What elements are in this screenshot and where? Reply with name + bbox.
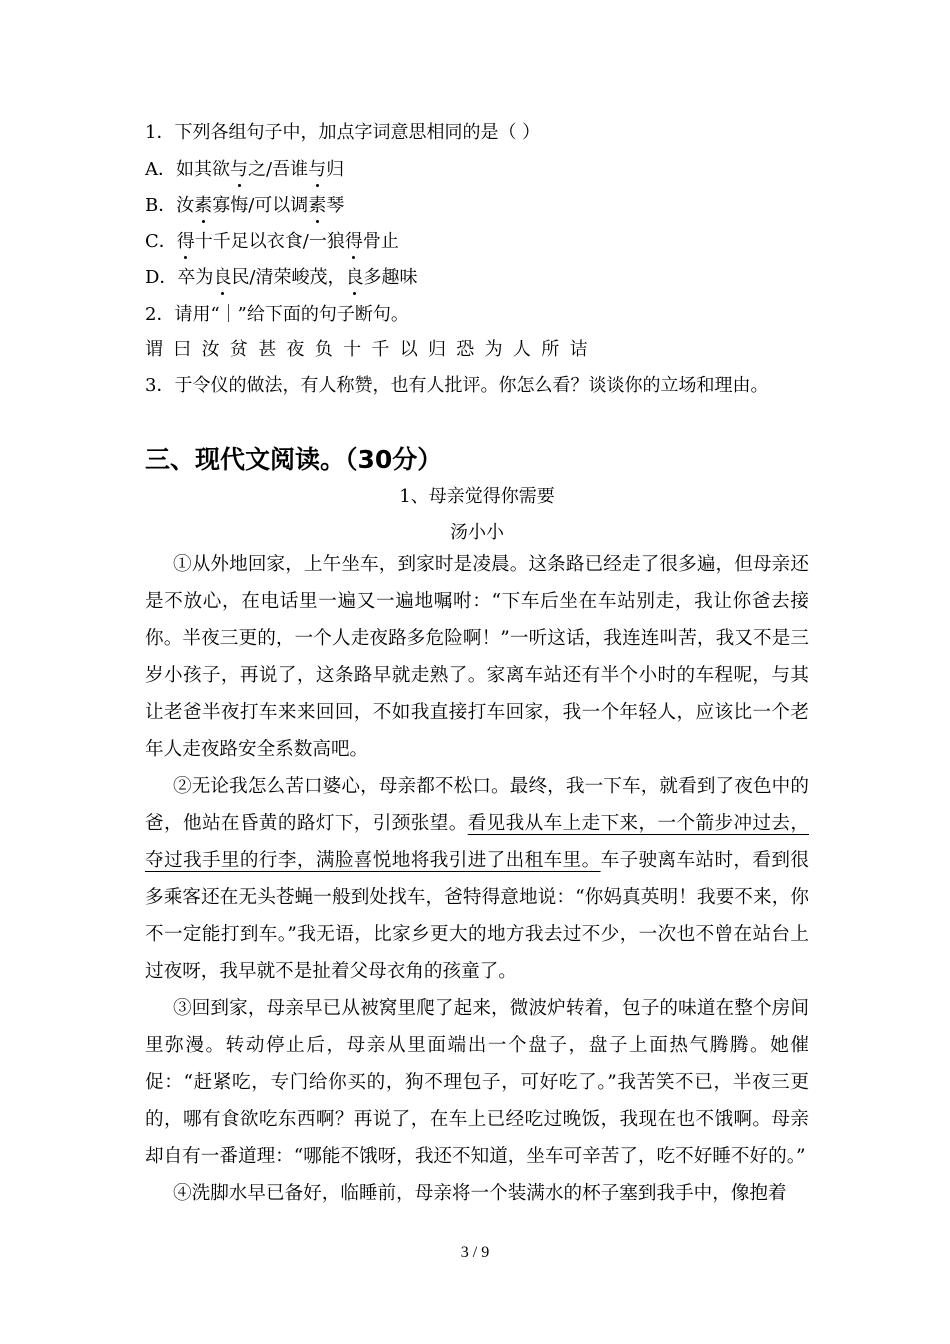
- question-3: 3．于令仪的做法，有人称赞，也有人批评。你怎么看？谈谈你的立场和理由。: [145, 375, 769, 396]
- question-1: 1．下列各组句子中，加点字词意思相同的是（ ）: [145, 122, 541, 143]
- option-b: [145, 194, 344, 218]
- article-paragraph-2: [145, 768, 809, 990]
- option-a-text: 之/吾谁: [248, 159, 309, 180]
- paragraph-2-text: 车子驶离车站时，看到很多乘客还在无头苍蝇一般到处找车，爸特得意地说：“你妈真英明！我要不来，你不一定能打到车。”我无语，比家乡更大的地方我去过不少，一次也不曾在站台上过夜呀，我早就不是扯着父母衣角的孩童了。: [145, 850, 809, 982]
- article-author: 汤小小: [450, 522, 504, 543]
- dotted-char: 素: [194, 195, 213, 216]
- option-c-text: 骨止: [362, 231, 399, 252]
- dotted-char: 得: [344, 231, 363, 252]
- section-heading: 三、现代文阅读。（30分）: [145, 445, 443, 474]
- underlined-sentence: 看见我从车上走下来，一个箭步冲过去，夺过我手里的行李，满脸喜悦地将我引进了出租车里。: [145, 813, 809, 871]
- dotted-char: 素: [308, 195, 327, 216]
- article-paragraph-1: ①从外地回家，上午坐车，到家时是凌晨。这条路已经走了很多遍，但母亲还是不放心，在电话里一遍又一遍地嘱咐：“下车后坐在车站别走，我让你爸去接你。半夜三更的，一个人走夜路多危险啊！”一听这话，我连连叫苦，我又不是三岁小孩子，再说了，这条路早就走熟了。家离车站还有半个小时的车程呢，与其让老爸半夜打车来来回回，不如我直接打车回家，我一个年轻人，应该比一个老年人走夜路安全系数高吧。: [145, 554, 809, 760]
- option-a-text: A．如其欲: [145, 159, 230, 180]
- dotted-char: 与: [230, 159, 248, 180]
- question-2: 2．请用“｜”给下面的句子断句。: [145, 304, 409, 325]
- article-paragraph-3: ③回到家，母亲早已从被窝里爬了起来，微波炉转着，包子的味道在整个房间里弥漫。转动停止后，母亲从里面端出一个盘子，盘子上面热气腾腾。她催促：“赶紧吃，专门给你买的，狗不理包子，可好吃了。”我苦笑不已，半夜三更的，哪有食欲吃东西啊？再说了，在车上已经吃过晚饭，我现在也不饿啊。母亲却自有一番道理：“哪能不饿呀，我还不知道，坐车可辛苦了，吃不好睡不好的。”: [145, 998, 809, 1167]
- article-paragraph-4: ④洗脚水早已备好，临睡前，母亲将一个装满水的杯子塞到我手中，像抱着: [173, 1183, 787, 1204]
- question-2-sentence: 谓曰汝贫甚夜负十千以归恐为人所诘: [145, 339, 598, 360]
- dotted-char: 良: [345, 267, 364, 288]
- page-number: 3 / 9: [460, 1244, 490, 1261]
- paragraph-2-text: ②无论我怎么苦口婆心，母亲都不松口。最终，我一下车，就看到了夜色中的爸，他站在昏黄的路灯下，引颈张望。: [145, 776, 809, 834]
- option-c-text: 十千足以衣食/一狼: [194, 231, 345, 252]
- option-c-text: C．: [145, 231, 177, 252]
- option-d-text: 多趣味: [363, 267, 418, 288]
- option-d: [145, 266, 418, 290]
- dotted-char: 良: [213, 267, 232, 288]
- option-a-text: 归: [326, 159, 345, 180]
- option-b-text: 寡悔/可以调: [212, 195, 309, 216]
- dotted-char: 与: [308, 159, 327, 180]
- option-d-text: D．卒为: [145, 267, 214, 288]
- option-b-text: 琴: [326, 195, 345, 216]
- dotted-char: 得: [176, 231, 195, 252]
- option-a: [145, 158, 344, 182]
- option-c: [145, 230, 399, 254]
- option-d-text: 民/清荣峻茂，: [231, 267, 346, 288]
- option-b-text: B．汝: [145, 195, 195, 216]
- article-title: 1、母亲觉得你需要: [399, 486, 555, 507]
